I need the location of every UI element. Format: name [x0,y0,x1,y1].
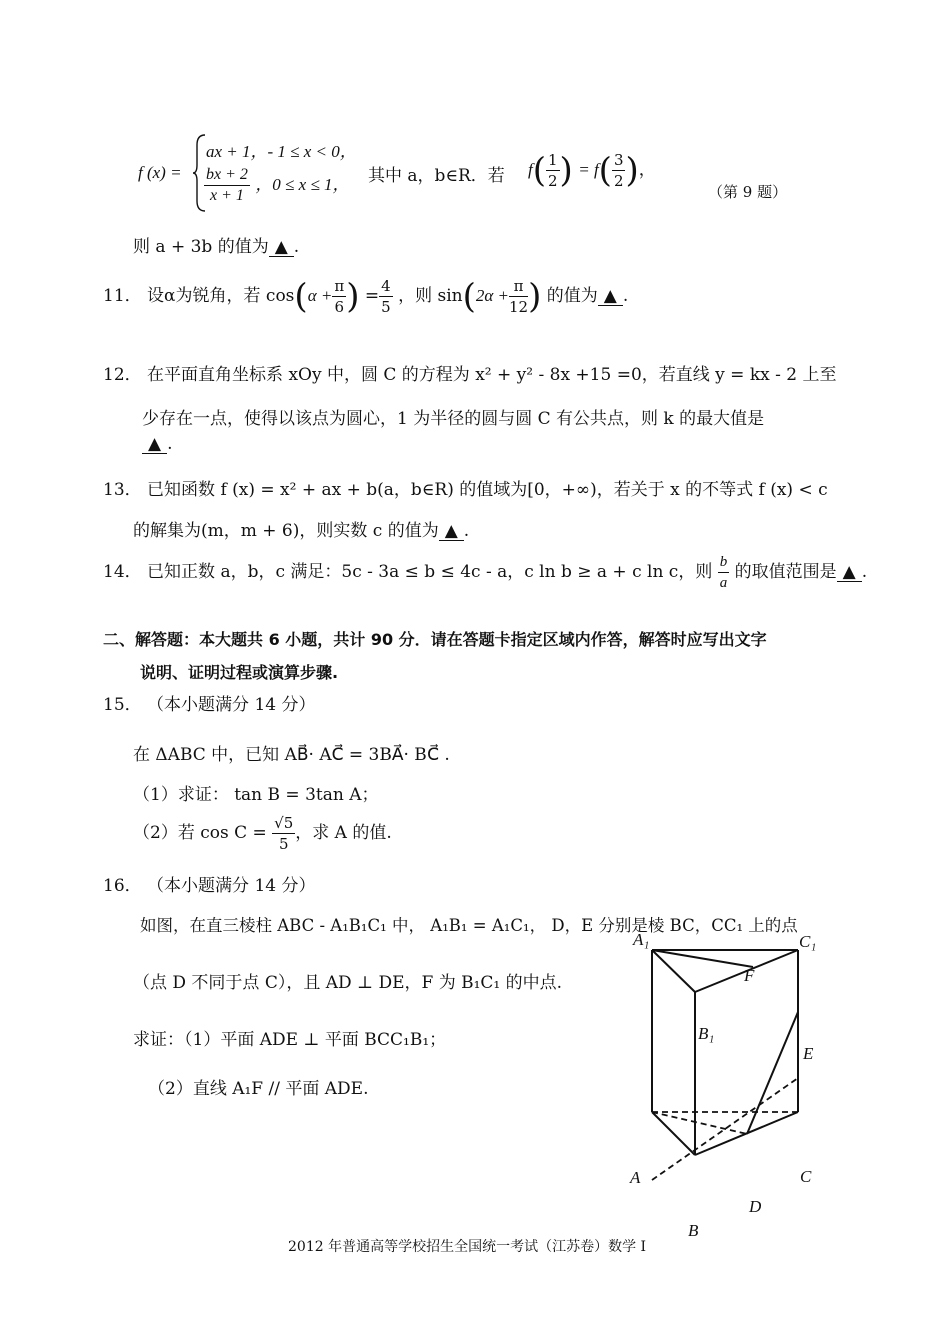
q15-header [103,690,316,715]
q11-eq: = [364,286,380,306]
case2-cond: ，0 ≤ x ≤ 1， [255,175,350,194]
q11-pi-den: 6 [334,298,345,316]
q16-score: （本小题满分 14 分） [147,876,316,896]
label-b1: B₁ [698,1024,715,1043]
q10-end: . [293,237,300,257]
q14-end: . [861,562,868,582]
q11-text3: 的值为 [546,286,598,306]
q11-pi2-den: 12 [509,298,529,316]
q11-pi-num: π [334,277,345,295]
half-den: 2 [548,172,558,190]
section2-heading-line1: 二、解答题：本大题共 6 小题，共计 90 分．请在答题卡指定区域内作答，解答时应写出文字 [103,630,767,649]
q14-number: 14． [103,562,142,582]
label-f: F [744,966,755,985]
q14-text2: 的取值范围是 [734,562,837,582]
q11-pi2-num: π [509,276,528,297]
answer-blank: ▲ [598,288,623,306]
answer-blank: ▲ [837,564,862,582]
q16-header [103,871,316,896]
answer-blank: ▲ [269,239,294,257]
answer-blank: ▲ [142,436,167,454]
q12-line2: 少存在一点，使得以该点为圆心，1 为半径的圆与圆 C 有公共点，则 k 的最大值是 [142,409,765,429]
q10-condition: f( $\frac{1}{2}$ ) = f( $\frac{3}{2}$ )， [528,150,656,191]
f-symbol: f [528,160,533,179]
q11-arg1: α + [307,286,333,305]
case1: ax + 1，- 1 ≤ x < 0， [206,142,357,161]
fx-label: f (x) = [138,163,182,182]
q12-answer [142,434,172,454]
section2-heading-line2: 说明、证明过程或演算步骤. [140,663,339,682]
question-14 [103,552,867,593]
q11-arg2: 2α + [475,286,510,305]
q10-then [133,232,299,257]
q15-score: （本小题满分 14 分） [147,695,316,715]
answer-blank: ▲ [439,523,464,541]
q15-given: 在 ΔABC 中，已知 AB⃗· AC⃗ = 3BA⃗· BC⃗ . [133,745,450,765]
case2-den: x + 1 [210,187,244,204]
label-a: A [630,1168,641,1187]
question-13 [103,475,828,500]
question-11: 11． 设α为锐角，若 cos(α + $\frac{\pi}{6}$ ) = $\frac{4}{5}$ ，则 sin(2α + $\frac{\pi}{12}$ ) 的值为 ▲ . [103,276,629,317]
label-b: B [688,1221,699,1240]
q11-end: . [622,286,629,306]
q13-end: . [463,521,470,541]
segment-ad-hidden [652,1112,747,1134]
edge-ab [652,1112,695,1155]
case2-num: bx + 2 [204,165,250,186]
q15-part2-a: （2）若 cos C = [133,823,267,843]
q11-val-den: 5 [381,298,391,316]
fig9-label: （第 9 题） [708,183,788,201]
threehalf-num: 3 [613,151,624,169]
q16-number: 16． [103,876,142,896]
prism-figure [620,930,860,1250]
q11-number: 11． [103,286,142,306]
q16-line3: 求证：（1）平面 ADE ⊥ 平面 BCC₁B₁； [133,1030,447,1050]
q10-where: 其中 a，b∈R．若 [368,166,505,186]
half-num: 1 [548,151,558,169]
case2 [204,165,350,206]
threehalf-den: 2 [613,172,624,190]
label-c1: C₁ [799,932,817,951]
q10-then-text: 则 a + 3b 的值为 [133,237,269,257]
q13-number: 13． [103,480,142,500]
q12-line1: 在平面直角坐标系 xOy 中，圆 C 的方程为 x² + y² - 8x +15 =0，若直线 y = kx - 2 上至 [147,365,837,385]
q12-number: 12． [103,365,142,385]
q13-line2-text: 的解集为(m，m + 6)，则实数 c 的值为 [133,521,439,541]
question-12 [103,360,837,385]
label-e: E [803,1044,814,1063]
q12-end: . [167,434,173,454]
q11-val-num: 4 [381,277,391,295]
q16-line4: （2）直线 A₁F // 平面 ADE. [148,1079,369,1099]
q13-line1: 已知函数 f (x) = x² + ax + b(a，b∈R) 的值域为[0，+∞)，若关于 x 的不等式 f (x) < c [147,480,828,500]
q15-part2-b: ，求 A 的值. [295,823,392,843]
q14-text1: 已知正数 a，b，c 满足：5c - 3a ≤ b ≤ 4c - a，c ln b ≥ a + c ln c，则 [147,562,713,582]
label-d: D [749,1197,762,1216]
q16-line1: 如图，在直三棱柱 ABC - A₁B₁C₁ 中， A₁B₁ = A₁C₁， D，E 分别是棱 BC，CC₁ 上的点 [140,916,798,935]
comma: ， [638,160,656,180]
q14-frac-num: b [718,552,730,573]
q15-part2 [133,813,392,854]
label-c: C [800,1167,812,1186]
q11-text1: 设α为锐角，若 cos [147,286,295,306]
q15-sqrt5: √5 [274,814,294,832]
q15-den: 5 [278,835,289,853]
q14-frac-den: a [719,575,728,591]
q16-line2: （点 D 不同于点 C），且 AD ⊥ DE，F 为 B₁C₁ 的中点. [133,973,563,993]
label-a1: A₁ [633,930,650,949]
page-footer: 2012 年普通高等学校招生全国统一考试（江苏卷）数学 Ⅰ [288,1239,647,1255]
q15-number: 15． [103,695,142,715]
q15-part1: （1）求证： tan B = 3tan A； [133,785,379,805]
q13-line2 [133,516,469,541]
q11-text2: ，则 sin [398,286,463,306]
eq-f: = f [578,160,599,179]
